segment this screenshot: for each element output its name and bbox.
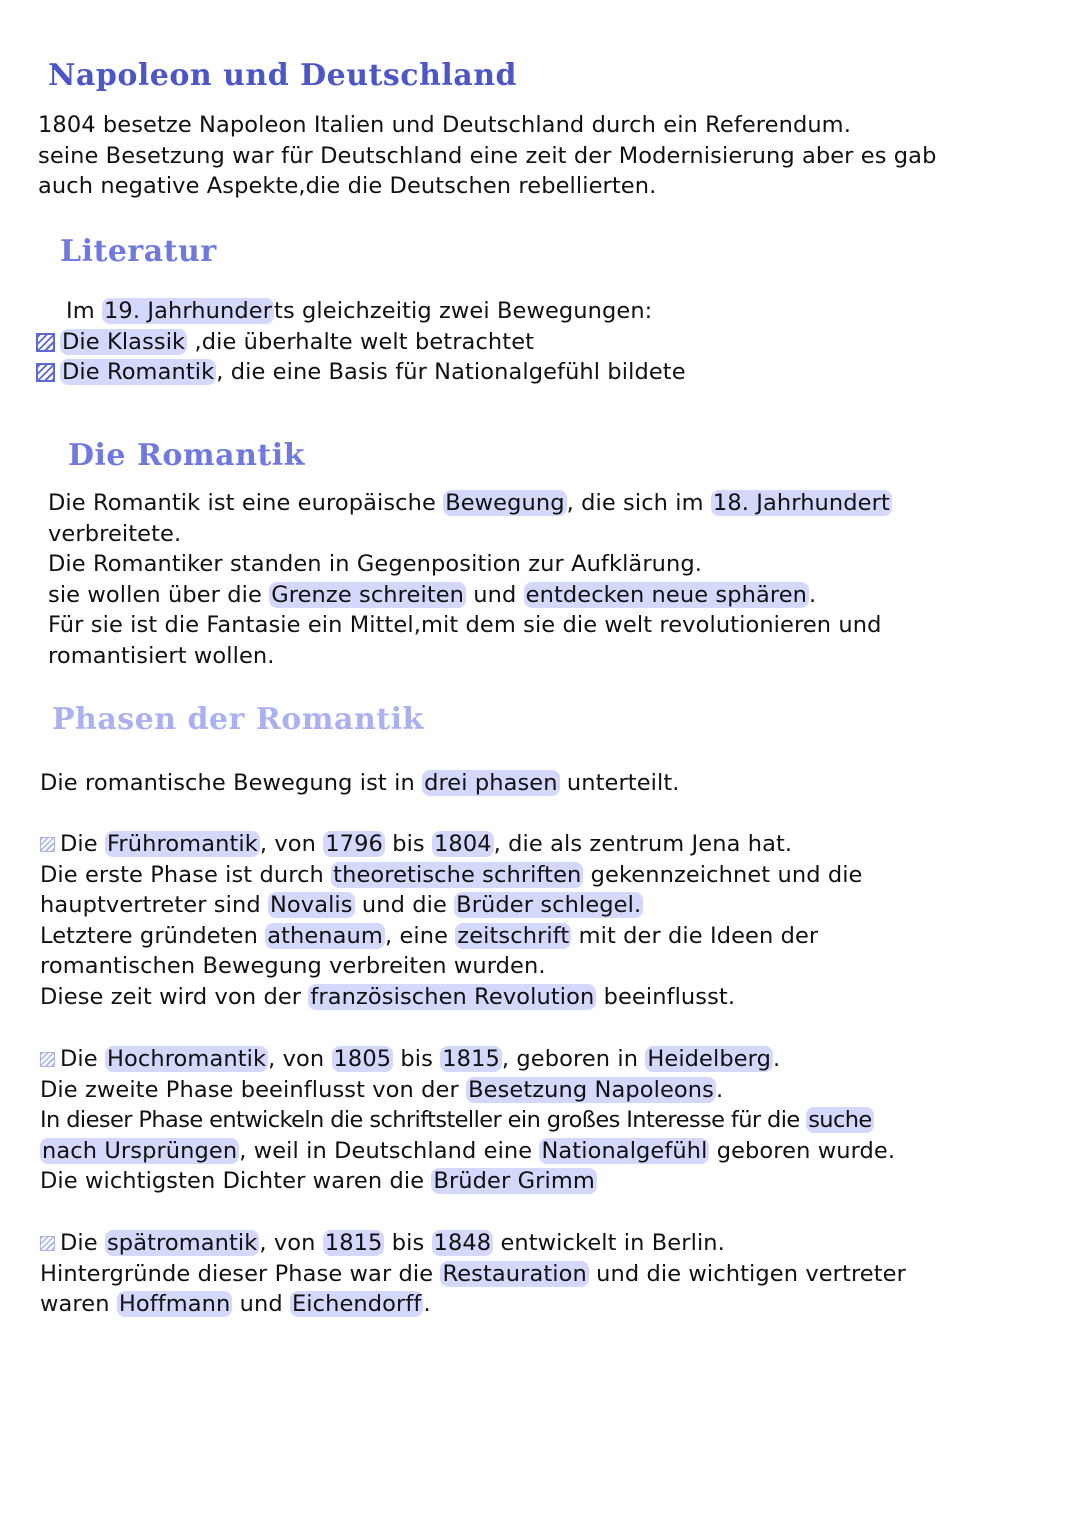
highlight: 1815: [442, 1046, 500, 1072]
highlight: 1796: [325, 831, 383, 857]
text-line: Für sie ist die Fantasie ein Mittel,mit dem sie die welt revolutionieren und: [48, 612, 882, 638]
text-run: , eine: [384, 922, 456, 949]
highlight: 1804: [434, 831, 492, 857]
text-run: , die eine Basis für Nationalgefühl bildete: [216, 359, 686, 385]
list-item: [40, 1044, 895, 1075]
text-run: unterteilt.: [559, 770, 680, 796]
text-run: Die erste Phase ist durch: [40, 861, 332, 888]
text-line: [40, 890, 863, 921]
text-run: Im: [66, 298, 103, 324]
text-line: [40, 1105, 895, 1136]
text-line: [48, 488, 892, 519]
highlight: Frühromantik: [106, 831, 258, 857]
text-line: [40, 1259, 906, 1290]
text-run: .: [773, 1046, 781, 1072]
highlight: Hoffmann: [118, 1291, 231, 1317]
text-line: [40, 768, 680, 799]
text-line: [40, 860, 863, 891]
spaetromantik-paragraph: [40, 1228, 906, 1320]
text-line: [40, 921, 863, 952]
highlight: Nationalgefühl: [541, 1137, 708, 1164]
checkbox-bullet-icon: [36, 363, 55, 382]
highlight: 18. Jahrhundert: [712, 490, 890, 516]
text-run: ts gleichzeitig zwei Bewegungen:: [274, 298, 653, 324]
text-line: romantisiert wollen.: [48, 642, 275, 669]
text-run: .: [809, 581, 817, 608]
highlight: Novalis: [269, 892, 353, 918]
text-run: .: [423, 1291, 431, 1317]
highlight: spätromantik: [106, 1230, 258, 1256]
list-item: [36, 357, 686, 388]
text-run: Die zweite Phase beeinflusst von der: [40, 1076, 467, 1103]
text-run: und: [466, 581, 524, 608]
literatur-heading: Literatur: [60, 234, 217, 269]
text-line: Die Romantiker standen in Gegenposition zur Aufklärung.: [48, 551, 703, 577]
text-run: , von: [268, 1046, 332, 1072]
text-run: ,die überhalte welt betrachtet: [187, 328, 535, 355]
text-run: , von: [259, 1230, 323, 1256]
text-run: Die: [60, 1230, 105, 1256]
text-line: [48, 580, 892, 611]
highlight: Restauration: [442, 1260, 587, 1287]
list-item: [40, 829, 863, 860]
text-run: Die Romantik ist eine europäische: [48, 490, 444, 516]
text-run: entwickelt in Berlin.: [493, 1230, 725, 1256]
text-run: gekennzeichnet und die: [583, 861, 863, 888]
highlight: athenaum: [267, 922, 383, 949]
checkbox-bullet-icon: [40, 1236, 55, 1251]
highlight: theoretische schriften: [333, 861, 582, 888]
text-line: [36, 296, 686, 327]
highlight: 1848: [433, 1230, 492, 1256]
text-line: romantischen Bewegung verbreiten wurden.: [40, 953, 546, 979]
text-run: Letztere gründeten: [40, 922, 266, 949]
napoleon-paragraph: [38, 110, 936, 202]
highlight: Brüder Grimm: [433, 1168, 595, 1194]
text-line: [40, 1136, 895, 1167]
fruehromantik-paragraph: [40, 829, 863, 1012]
romantik-paragraph: [48, 488, 892, 671]
text-line: 1804 besetze Napoleon Italien und Deutschland durch ein Referendum.: [38, 112, 851, 138]
highlight: Heidelberg: [647, 1046, 772, 1072]
text-run: Diese zeit wird von der: [40, 983, 309, 1010]
highlight: Hochromantik: [106, 1046, 267, 1072]
highlight: französischen Revolution: [310, 983, 595, 1010]
highlight: Besetzung Napoleons: [468, 1076, 714, 1103]
text-line: [40, 1075, 895, 1106]
highlight: nach Ursprüngen: [42, 1137, 238, 1164]
text-run: Die: [60, 831, 105, 857]
text-run: Die wichtigsten Dichter waren die: [40, 1168, 432, 1194]
text-run: bis: [384, 831, 432, 857]
phasen-heading: Phasen der Romantik: [52, 702, 424, 737]
napoleon-heading: Napoleon und Deutschland: [48, 58, 518, 93]
text-run: Die romantische Bewegung ist in: [40, 770, 423, 796]
text-run: bis: [393, 1046, 441, 1072]
text-run: geboren wurde.: [709, 1137, 896, 1164]
text-line: seine Besetzung war für Deutschland eine zeit der Modernisierung aber es gab: [38, 142, 937, 169]
text-line: [40, 1289, 906, 1320]
list-item: [36, 327, 686, 358]
text-run: hauptvertreter sind: [40, 892, 268, 918]
text-run: beeinflusst.: [596, 983, 736, 1010]
literatur-paragraph: [36, 296, 686, 388]
highlight: Die Klassik: [62, 328, 186, 355]
text-run: und die wichtigen vertreter: [588, 1260, 906, 1287]
text-line: auch negative Aspekte,die die Deutschen rebellierten.: [38, 173, 657, 199]
text-line: [40, 982, 863, 1013]
highlight: Die Romantik: [62, 359, 215, 385]
text-run: .: [715, 1076, 724, 1103]
highlight: 1815: [324, 1230, 383, 1256]
highlight: entdecken neue sphären: [525, 581, 808, 608]
highlight: drei phasen: [424, 770, 558, 796]
text-run: , geboren in: [501, 1046, 646, 1072]
text-run: waren: [40, 1291, 117, 1317]
text-run: Die: [60, 1046, 105, 1072]
text-run: mit der die Ideen der: [571, 922, 819, 949]
text-run: und: [232, 1291, 290, 1317]
highlight: 1805: [333, 1046, 392, 1072]
highlight: Brüder schlegel.: [456, 892, 642, 918]
highlight: Bewegung: [445, 490, 565, 516]
checkbox-bullet-icon: [40, 837, 55, 852]
text-line: [40, 1166, 895, 1197]
text-run: und die: [354, 892, 455, 918]
highlight: 19. Jahrhunder: [104, 298, 273, 324]
highlight: zeitschrift: [457, 922, 570, 949]
list-item: [40, 1228, 906, 1259]
romantik-heading: Die Romantik: [68, 438, 305, 473]
text-line: verbreitete.: [48, 520, 182, 547]
highlight: Grenze schreiten: [271, 581, 465, 608]
text-run: , die sich im: [566, 490, 711, 516]
checkbox-bullet-icon: [40, 1052, 55, 1067]
text-run: bis: [384, 1230, 432, 1256]
phasen-intro: [40, 768, 680, 799]
text-run: sie wollen über die: [48, 581, 270, 608]
hochromantik-paragraph: [40, 1044, 895, 1197]
highlight: Eichendorff: [291, 1291, 422, 1317]
text-run: , von: [259, 831, 324, 857]
text-run: In dieser Phase entwickeln die schriftsteller ein großes Interesse für die: [40, 1107, 807, 1133]
text-run: , die als zentrum Jena hat.: [493, 831, 793, 857]
text-run: Hintergründe dieser Phase war die: [40, 1260, 441, 1287]
text-run: , weil in Deutschland eine: [239, 1137, 540, 1164]
highlight: suche: [808, 1107, 872, 1133]
checkbox-bullet-icon: [36, 333, 55, 352]
